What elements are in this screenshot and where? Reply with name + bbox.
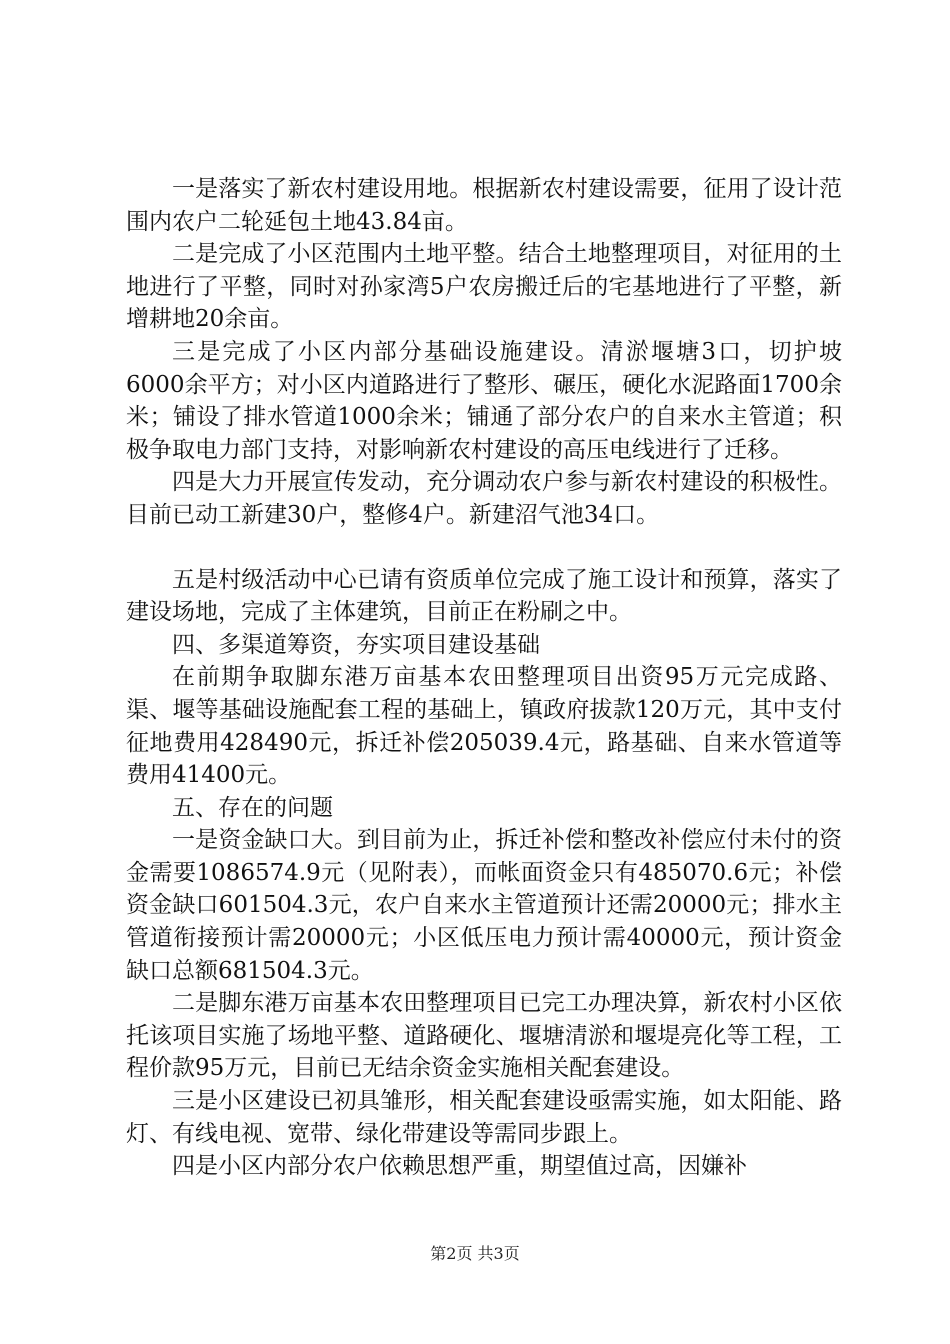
paragraph-funding: 在前期争取脚东港万亩基本农田整理项目出资95万元完成路、渠、堰等基础设施配套工程的基础上，镇政府拔款120万元，其中支付征地费用428490元，拆迁补偿205039.4元，路基础、自来水管道等费用41400元。: [126, 664, 842, 789]
paragraph-land-leveling: 二是完成了小区范围内土地平整。结合土地整理项目，对征用的土地进行了平整，同时对孙家湾5户农房搬迁后的宅基地进行了平整，新增耕地20余亩。: [126, 241, 842, 333]
paragraph-activity-center: 五是村级活动中心已请有资质单位完成了施工设计和预算，落实了建设场地，完成了主体建筑，目前正在粉刷之中。: [126, 566, 842, 626]
page-footer: 第2页 共3页: [430, 1244, 520, 1263]
section-heading-funding: 四、多渠道筹资，夯实项目建设基础: [172, 631, 540, 658]
paragraph-supporting-construction: 三是小区建设已初具雏形，相关配套建设亟需实施，如太阳能、路灯、有线电视、宽带、绿化带建设等需同步跟上。: [126, 1088, 842, 1147]
paragraph-funding-gap: 一是资金缺口大。到目前为止，拆迁补偿和整改补偿应付未付的资金需要1086574.9元（见附表），而帐面资金只有485070.6元；补偿资金缺口601504.3元，农户自来水主管道预计还需20000元；排水主管道衔接预计需20000元；小区低压电力预计需40000元，预计资金缺口总额681504.3元。: [126, 827, 842, 984]
paragraph-infrastructure: 三是完成了小区内部分基础设施建设。清淤堰塘3口，切护坡6000余平方；对小区内道路进行了整形、碾压，硬化水泥路面1700余米；铺设了排水管道1000余米；铺通了部分农户的自来水主管道；积极争取电力部门支持，对影响新农村建设的高压电线进行了迁移。: [126, 338, 842, 463]
document-body: [126, 173, 842, 1183]
paragraph-household-dependence: 四是小区内部分农户依赖思想严重，期望值过高，因嫌补: [172, 1153, 747, 1180]
paragraph-publicity: 四是大力开展宣传发动，充分调动农户参与新农村建设的积极性。目前已动工新建30户，整修4户。新建沼气池34口。: [126, 469, 842, 528]
paragraph-project-settlement: 二是脚东港万亩基本农田整理项目已完工办理决算，新农村小区依托该项目实施了场地平整、道路硬化、堰塘清淤和堰堤亮化等工程，工程价款95万元，目前已无结余资金实施相关配套建设。: [126, 990, 842, 1082]
section-heading-problems: 五、存在的问题: [172, 794, 333, 821]
paragraph-land-acquisition: 一是落实了新农村建设用地。根据新农村建设需要，征用了设计范围内农户二轮延包土地43.84亩。: [126, 176, 842, 235]
